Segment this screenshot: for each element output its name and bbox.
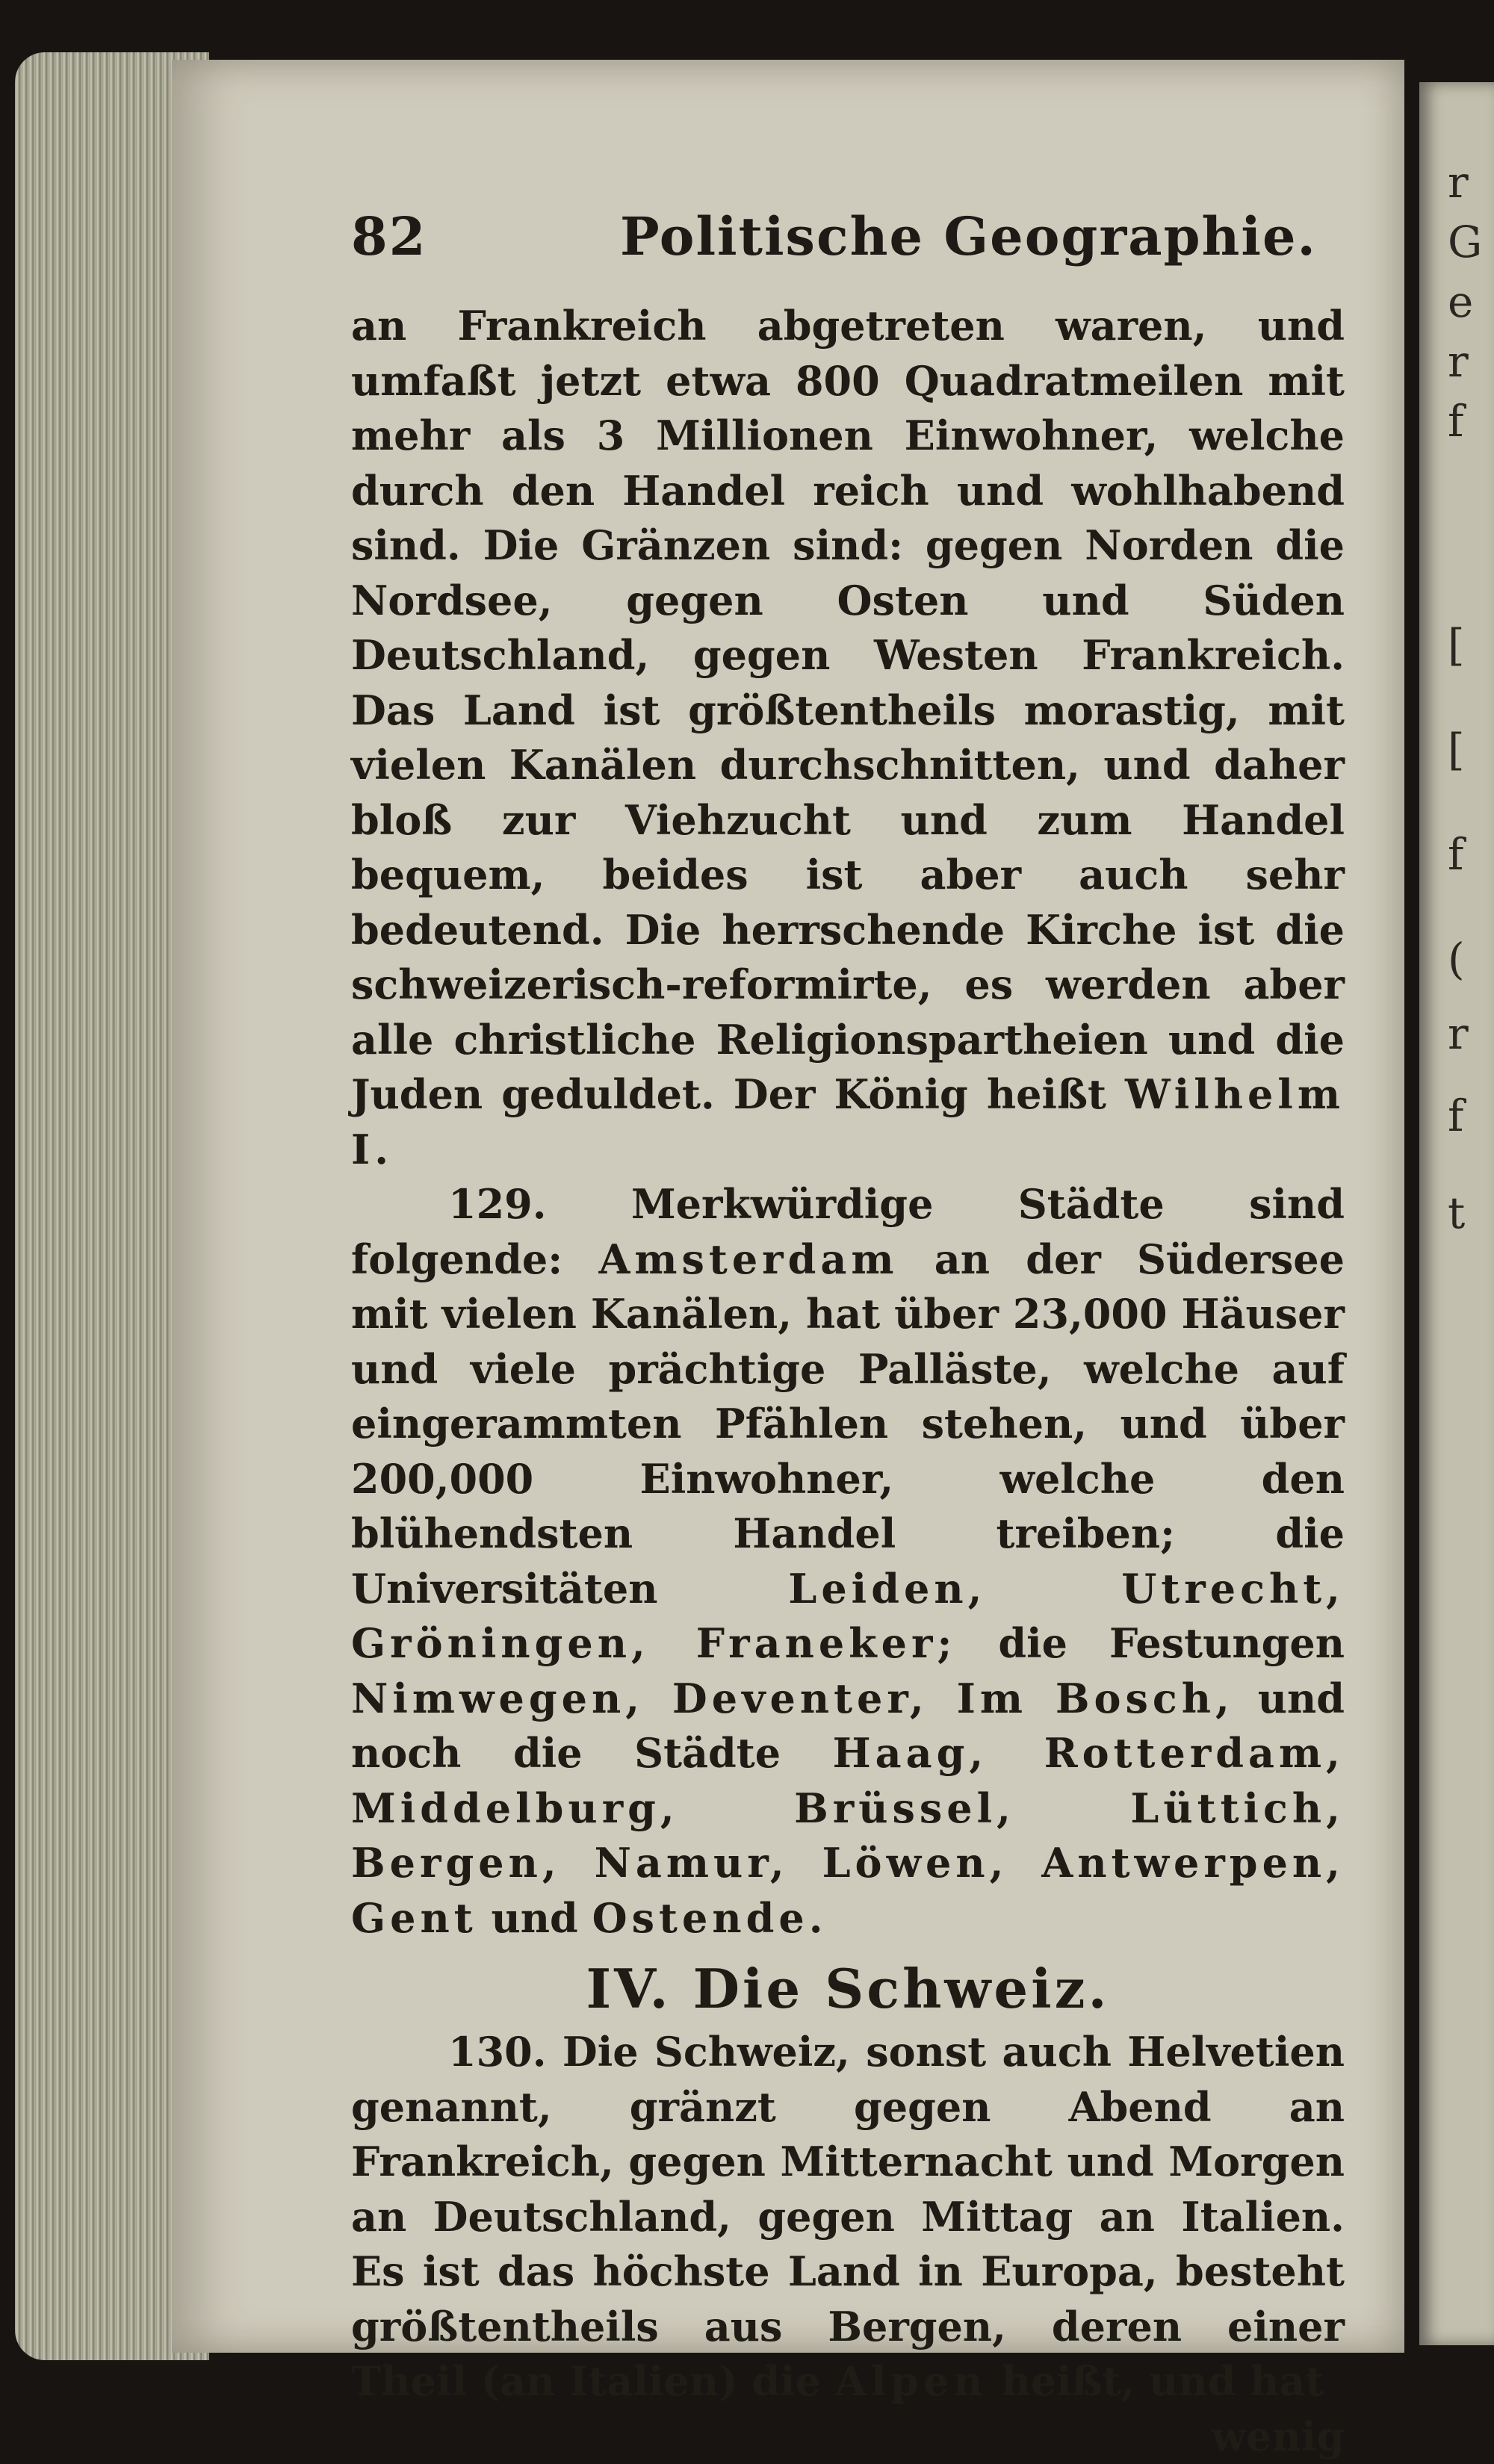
text-span: die Festungen bbox=[998, 1619, 1345, 1667]
text-span: heißt, und hat bbox=[1001, 2357, 1324, 2405]
page-number: 82 bbox=[351, 205, 427, 267]
paragraph bbox=[351, 2025, 1345, 2409]
facing-page-fragment: f bbox=[1448, 396, 1463, 447]
text-span: 129. Merkwürdige Städte sind folgende: bbox=[351, 1180, 1345, 1283]
facing-page-fragment: f bbox=[1448, 829, 1463, 880]
text-span: an der Südersee mit vielen Kanälen, hat über 23,000 Häuser und viele prächtige Palläste, welche auf eingerammten Pfählen stehen, und über 200,000 Einwohner, welche den blühendsten Handel treiben; die Universitäten bbox=[351, 1235, 1345, 1613]
facing-page-fragment: f bbox=[1448, 1090, 1463, 1141]
facing-page-fragment: G bbox=[1448, 217, 1482, 267]
facing-page-edge bbox=[1419, 82, 1494, 2345]
section-heading: IV. Die Schweiz. bbox=[351, 1953, 1345, 2025]
facing-page-fragment: r bbox=[1448, 157, 1469, 208]
text-span: und bbox=[492, 1894, 578, 1942]
text-span: und noch die Städte bbox=[351, 1675, 1345, 1778]
catchword: wenig bbox=[351, 2409, 1345, 2464]
city-name: Amsterdam bbox=[598, 1235, 898, 1283]
paragraph bbox=[351, 1177, 1345, 1946]
facing-page-fragment: e bbox=[1448, 276, 1473, 327]
body-text bbox=[351, 299, 1345, 2464]
city-list: Leiden, Utrecht, Gröningen, Franeker; bbox=[351, 1565, 1345, 1668]
paragraph bbox=[351, 299, 1345, 1177]
facing-page-fragment: [ bbox=[1448, 620, 1465, 671]
text-span: an Frankreich abgetreten waren, und umfaßt jetzt etwa 800 Quadratmeilen mit mehr als 3 Millionen Einwohner, welche durch den Handel reich und wohlhabend sind. Die Gränzen sind: gegen Norden die Nordsee, gegen Osten und Süden Deutschland, gegen Westen Frankreich. Das Land ist größtentheils morastig, mit vielen Kanälen durchschnitten, und daher bloß zur Viehzucht und zum Handel bequem, beides ist aber auch sehr bedeutend. Die herrschende Kirche ist die schweizerisch-reformirte, es werden aber alle christliche Religionspartheien und die Juden geduldet. Der König heißt bbox=[351, 302, 1345, 1118]
facing-page-fragment: t bbox=[1448, 1188, 1465, 1238]
city-list: Nimwegen, Deventer, Im Bosch, bbox=[351, 1675, 1234, 1722]
text-span: 130. Die Schweiz, sonst auch Helvetien genannt, gränzt gegen Abend an Frankreich, gegen Mitternacht und Morgen an Deutschland, gegen Mittag an Italien. Es ist das höchste Land in Europa, besteht größtentheils aus Bergen, deren einer Theil (an Italien) die bbox=[351, 2028, 1345, 2405]
king-name: Wilhelm I. bbox=[351, 1070, 1345, 1173]
page-header bbox=[351, 205, 1337, 288]
alps-name: Alpen bbox=[835, 2357, 988, 2405]
city-list: Haag, Rotterdam, Middelburg, Brüssel, Lüttich, Bergen, Namur, Löwen, Antwerpen, Gent bbox=[351, 1729, 1345, 1942]
city-name: Ostende. bbox=[592, 1894, 828, 1942]
facing-page-fragment: r bbox=[1448, 1008, 1469, 1059]
facing-page-fragment: [ bbox=[1448, 724, 1465, 775]
facing-page-fragment: r bbox=[1448, 336, 1469, 387]
facing-page-fragment: ( bbox=[1448, 934, 1465, 984]
running-head: Politische Geographie. bbox=[620, 205, 1317, 267]
